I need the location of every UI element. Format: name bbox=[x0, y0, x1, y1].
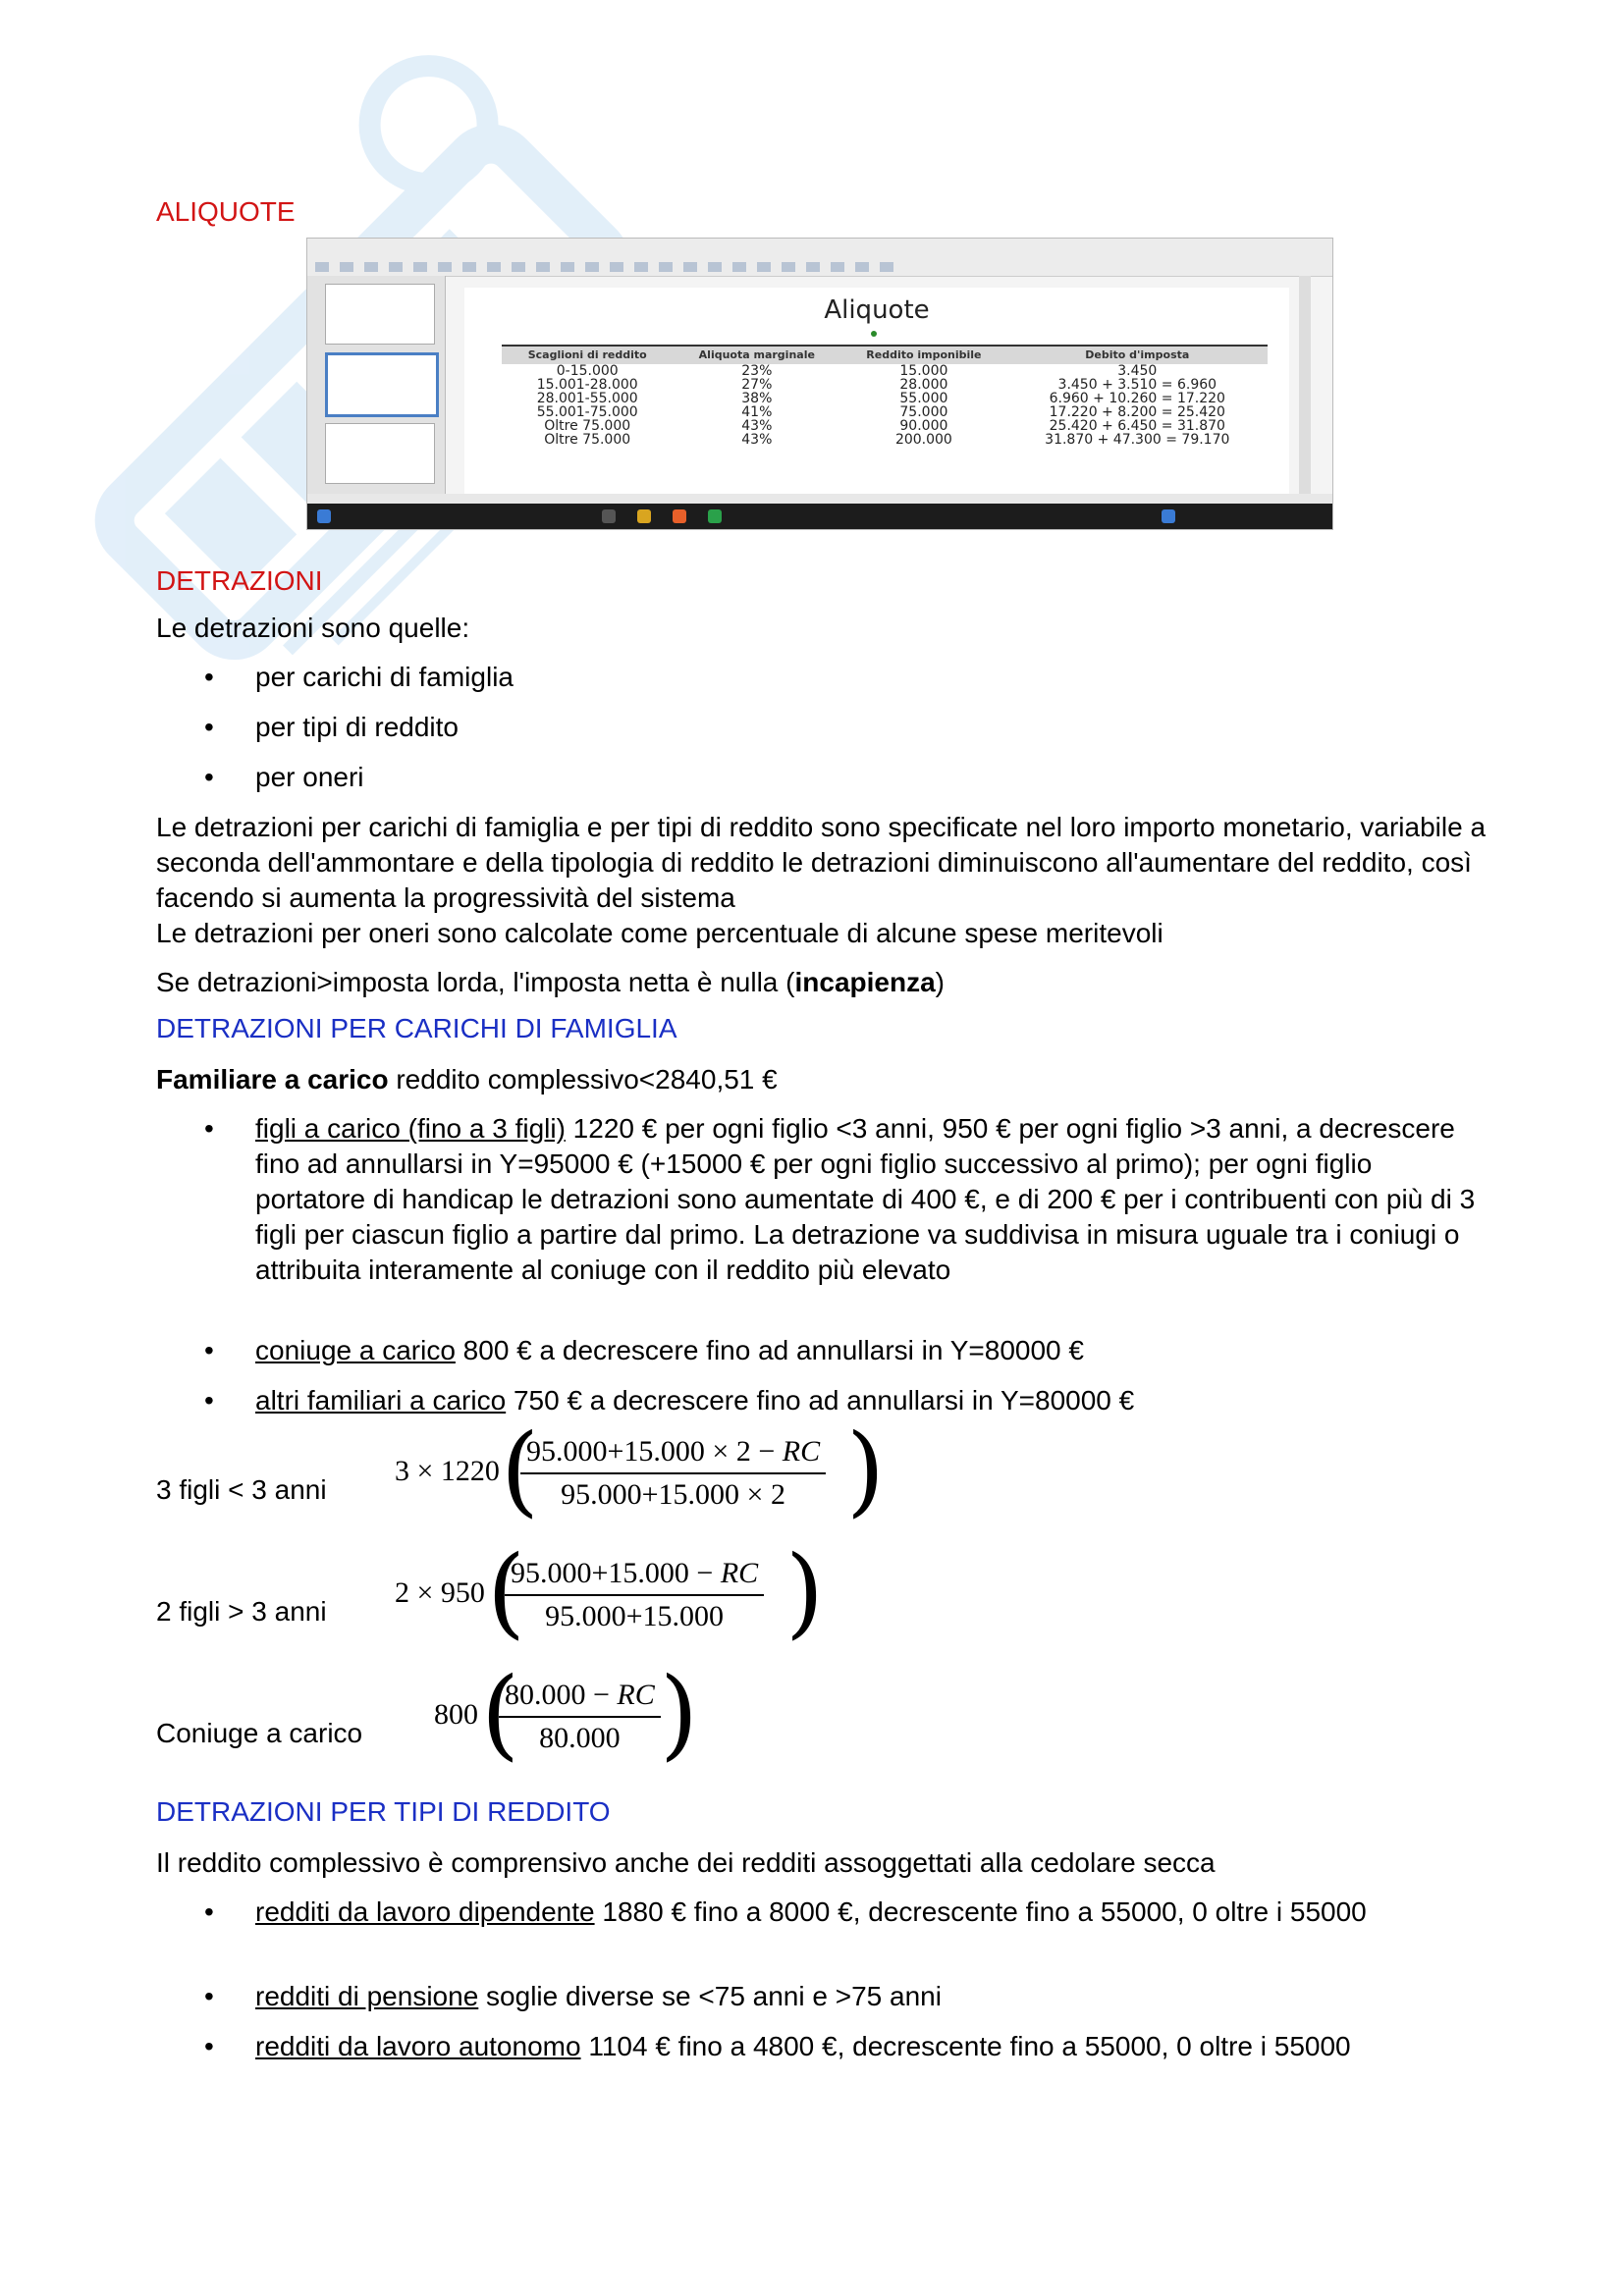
bullet-icon: • bbox=[204, 662, 214, 692]
screenshot-taskbar bbox=[307, 504, 1332, 529]
underlined-term: coniuge a carico bbox=[255, 1335, 456, 1365]
table-cell: 41% bbox=[741, 404, 773, 420]
list-item: per tipi di reddito bbox=[255, 712, 460, 742]
folder-icon bbox=[637, 509, 651, 523]
table-row bbox=[502, 433, 1268, 447]
text-span: 1880 € fino a 8000 €, decrescente fino a 55000, 0 oltre i 55000 bbox=[594, 1896, 1367, 1927]
bullet-icon: • bbox=[204, 1335, 214, 1365]
formula-coefficient: 3 × 1220 bbox=[395, 1455, 500, 1487]
table-header: Aliquota marginale bbox=[673, 346, 840, 364]
text-span: 800 € a decrescere fino ad annullarsi in Y=80000 € bbox=[455, 1335, 1084, 1365]
left-parenthesis: ( bbox=[501, 1413, 540, 1527]
formula-coefficient: 2 × 950 bbox=[395, 1576, 485, 1609]
list-item bbox=[255, 1111, 1483, 1288]
taskbar-icon bbox=[602, 509, 616, 523]
screenshot-toolbar bbox=[307, 258, 1332, 276]
table-cell: 28.000 bbox=[899, 377, 948, 393]
screenshot-scrollbar bbox=[1299, 276, 1311, 502]
text-span: Se detrazioni>imposta lorda, l'imposta netta è nulla ( bbox=[156, 967, 795, 997]
table-row bbox=[502, 378, 1268, 392]
table-cell: 75.000 bbox=[899, 404, 948, 420]
heading-aliquote: ALIQUOTE bbox=[156, 196, 296, 227]
slide-thumbnail bbox=[325, 284, 435, 345]
tray-icon bbox=[1162, 509, 1175, 523]
aliquote-screenshot bbox=[306, 238, 1333, 530]
bullet-icon: • bbox=[204, 762, 214, 792]
table-cell: 38% bbox=[741, 391, 773, 406]
bullet-icon: • bbox=[204, 1113, 214, 1144]
variable-rc: RC bbox=[617, 1679, 655, 1711]
heading-tipi-reddito: DETRAZIONI PER TIPI DI REDDITO bbox=[156, 1796, 611, 1827]
bullet-icon: • bbox=[204, 712, 214, 742]
numerator-text: 80.000 − bbox=[505, 1679, 618, 1711]
formula-label: 2 figli > 3 anni bbox=[156, 1596, 327, 1627]
fraction-numerator bbox=[499, 1679, 661, 1718]
table-header: Debito d'imposta bbox=[1007, 346, 1268, 364]
slide-thumbnail bbox=[325, 423, 435, 484]
formula-coefficient: 800 bbox=[434, 1698, 478, 1731]
underlined-term: redditi da lavoro autonomo bbox=[255, 2031, 581, 2061]
table-cell: Oltre 75.000 bbox=[544, 432, 631, 448]
fraction-denominator: 95.000+15.000 × 2 bbox=[561, 1478, 785, 1511]
table-cell: 23% bbox=[741, 363, 773, 379]
table-cell: 17.220 + 8.200 = 25.420 bbox=[1049, 404, 1225, 420]
bullet-icon: • bbox=[204, 1385, 214, 1415]
list-item bbox=[255, 1895, 1483, 1930]
right-parenthesis: ) bbox=[846, 1413, 886, 1527]
aliquote-table bbox=[502, 345, 1268, 447]
numerator-text: 95.000+15.000 × 2 − bbox=[526, 1435, 783, 1468]
bold-term: incapienza bbox=[794, 967, 936, 997]
table-cell: 15.001-28.000 bbox=[536, 377, 638, 393]
table-cell: 90.000 bbox=[899, 418, 948, 434]
detrazioni-oneri-paragraph: Le detrazioni per oneri sono calcolate come percentuale di alcune spese meritevoli bbox=[156, 918, 1163, 948]
tipi-intro: Il reddito complessivo è comprensivo anche dei redditi assoggettati alla cedolare secca bbox=[156, 1847, 1216, 1878]
bullet-icon: • bbox=[204, 2031, 214, 2061]
fraction-numerator bbox=[505, 1557, 764, 1596]
browser-icon bbox=[673, 509, 686, 523]
screenshot-statusbar bbox=[307, 494, 1332, 504]
list-item: per carichi di famiglia bbox=[255, 662, 514, 692]
table-row bbox=[502, 405, 1268, 419]
left-parenthesis: ( bbox=[487, 1534, 526, 1649]
familiare-paragraph bbox=[156, 1062, 1491, 1097]
underlined-term: redditi di pensione bbox=[255, 1981, 479, 2011]
table-cell: Oltre 75.000 bbox=[544, 418, 631, 434]
fraction-denominator: 80.000 bbox=[539, 1722, 621, 1754]
table-cell: 200.000 bbox=[894, 432, 952, 448]
screenshot-slide-panel bbox=[307, 276, 446, 502]
app-icon bbox=[708, 509, 722, 523]
fraction-numerator bbox=[520, 1435, 826, 1474]
slide-title: Aliquote bbox=[824, 295, 930, 325]
table-cell: 15.000 bbox=[899, 363, 948, 379]
formula-fraction bbox=[520, 1435, 826, 1512]
table-cell: 43% bbox=[741, 418, 773, 434]
table-cell: 25.420 + 6.450 = 31.870 bbox=[1049, 418, 1225, 434]
table-row bbox=[502, 392, 1268, 405]
underlined-term: altri familiari a carico bbox=[255, 1385, 507, 1415]
table-row bbox=[502, 364, 1268, 378]
list-item: per oneri bbox=[255, 762, 364, 792]
formula-fraction bbox=[499, 1679, 661, 1755]
underlined-term: figli a carico (fino a 3 figli) bbox=[255, 1113, 566, 1144]
underlined-term: redditi da lavoro dipendente bbox=[255, 1896, 595, 1927]
table-cell: 3.450 bbox=[1117, 363, 1158, 379]
text-span: reddito complessivo<2840,51 € bbox=[388, 1064, 778, 1095]
right-parenthesis: ) bbox=[785, 1534, 825, 1649]
windows-icon bbox=[317, 509, 331, 523]
list-item bbox=[255, 1979, 1483, 2014]
list-item bbox=[255, 2029, 1483, 2064]
slide-dot bbox=[871, 331, 877, 337]
table-cell: 6.960 + 10.260 = 17.220 bbox=[1049, 391, 1225, 406]
text-span: soglie diverse se <75 anni e >75 anni bbox=[478, 1981, 942, 2011]
formula-fraction bbox=[505, 1557, 764, 1633]
table-header: Scaglioni di reddito bbox=[502, 346, 673, 364]
heading-detrazioni: DETRAZIONI bbox=[156, 565, 323, 596]
table-cell: 28.001-55.000 bbox=[536, 391, 638, 406]
bold-term: Familiare a carico bbox=[156, 1064, 389, 1095]
left-parenthesis: ( bbox=[481, 1656, 520, 1771]
table-cell: 31.870 + 47.300 = 79.170 bbox=[1045, 432, 1230, 448]
text-span: 1104 € fino a 4800 €, decrescente fino a 55000, 0 oltre i 55000 bbox=[580, 2031, 1351, 2061]
right-parenthesis: ) bbox=[660, 1656, 699, 1771]
detrazioni-paragraph: Le detrazioni per carichi di famiglia e per tipi di reddito sono specificate nel loro importo monetario, variabile a seconda dell'ammontare e della tipologia di reddito le detrazioni diminuiscono all'aumentare del reddito, così facendo si aumenta la progressività del sistema bbox=[156, 812, 1487, 913]
table-cell: 27% bbox=[741, 377, 773, 393]
table-row bbox=[502, 419, 1268, 433]
incapienza-paragraph bbox=[156, 965, 1491, 1000]
text-span: 1220 € per ogni figlio <3 anni, 950 € per ogni figlio >3 anni, a decrescere fino ad annullarsi in Y=95000 € (+15000 € per ogni figlio successivo al primo); per ogni figlio portatore di handicap le detrazioni sono aumentate di 400 €, e di 200 € per i contribuenti con più di 3 figli per ciascun figlio a partire dal primo. La detrazione va suddivisa in misura uguale tra i coniugi o attribuita interamente al coniuge con il reddito più elevato bbox=[255, 1113, 1476, 1285]
screenshot-slide bbox=[464, 288, 1289, 504]
detrazioni-intro: Le detrazioni sono quelle: bbox=[156, 613, 470, 643]
formula-label: 3 figli < 3 anni bbox=[156, 1474, 327, 1505]
text-span: ) bbox=[935, 967, 945, 997]
numerator-text: 95.000+15.000 − bbox=[511, 1557, 721, 1589]
slide-thumbnail-selected bbox=[325, 352, 439, 417]
variable-rc: RC bbox=[720, 1557, 759, 1589]
table-cell: 55.000 bbox=[899, 391, 948, 406]
table-cell: 0-15.000 bbox=[556, 363, 619, 379]
table-cell: 43% bbox=[741, 432, 773, 448]
heading-carichi-famiglia: DETRAZIONI PER CARICHI DI FAMIGLIA bbox=[156, 1013, 677, 1043]
variable-rc: RC bbox=[782, 1435, 821, 1468]
bullet-icon: • bbox=[204, 1896, 214, 1927]
screenshot-menubar bbox=[307, 239, 1332, 277]
table-header: Reddito imponibile bbox=[840, 346, 1006, 364]
bullet-icon: • bbox=[204, 1981, 214, 2011]
text-span: 750 € a decrescere fino ad annullarsi in Y=80000 € bbox=[506, 1385, 1135, 1415]
formula-label: Coniuge a carico bbox=[156, 1718, 363, 1748]
fraction-denominator: 95.000+15.000 bbox=[545, 1600, 725, 1632]
table-cell: 3.450 + 3.510 = 6.960 bbox=[1057, 377, 1217, 393]
list-item bbox=[255, 1333, 1483, 1368]
table-cell: 55.001-75.000 bbox=[536, 404, 638, 420]
